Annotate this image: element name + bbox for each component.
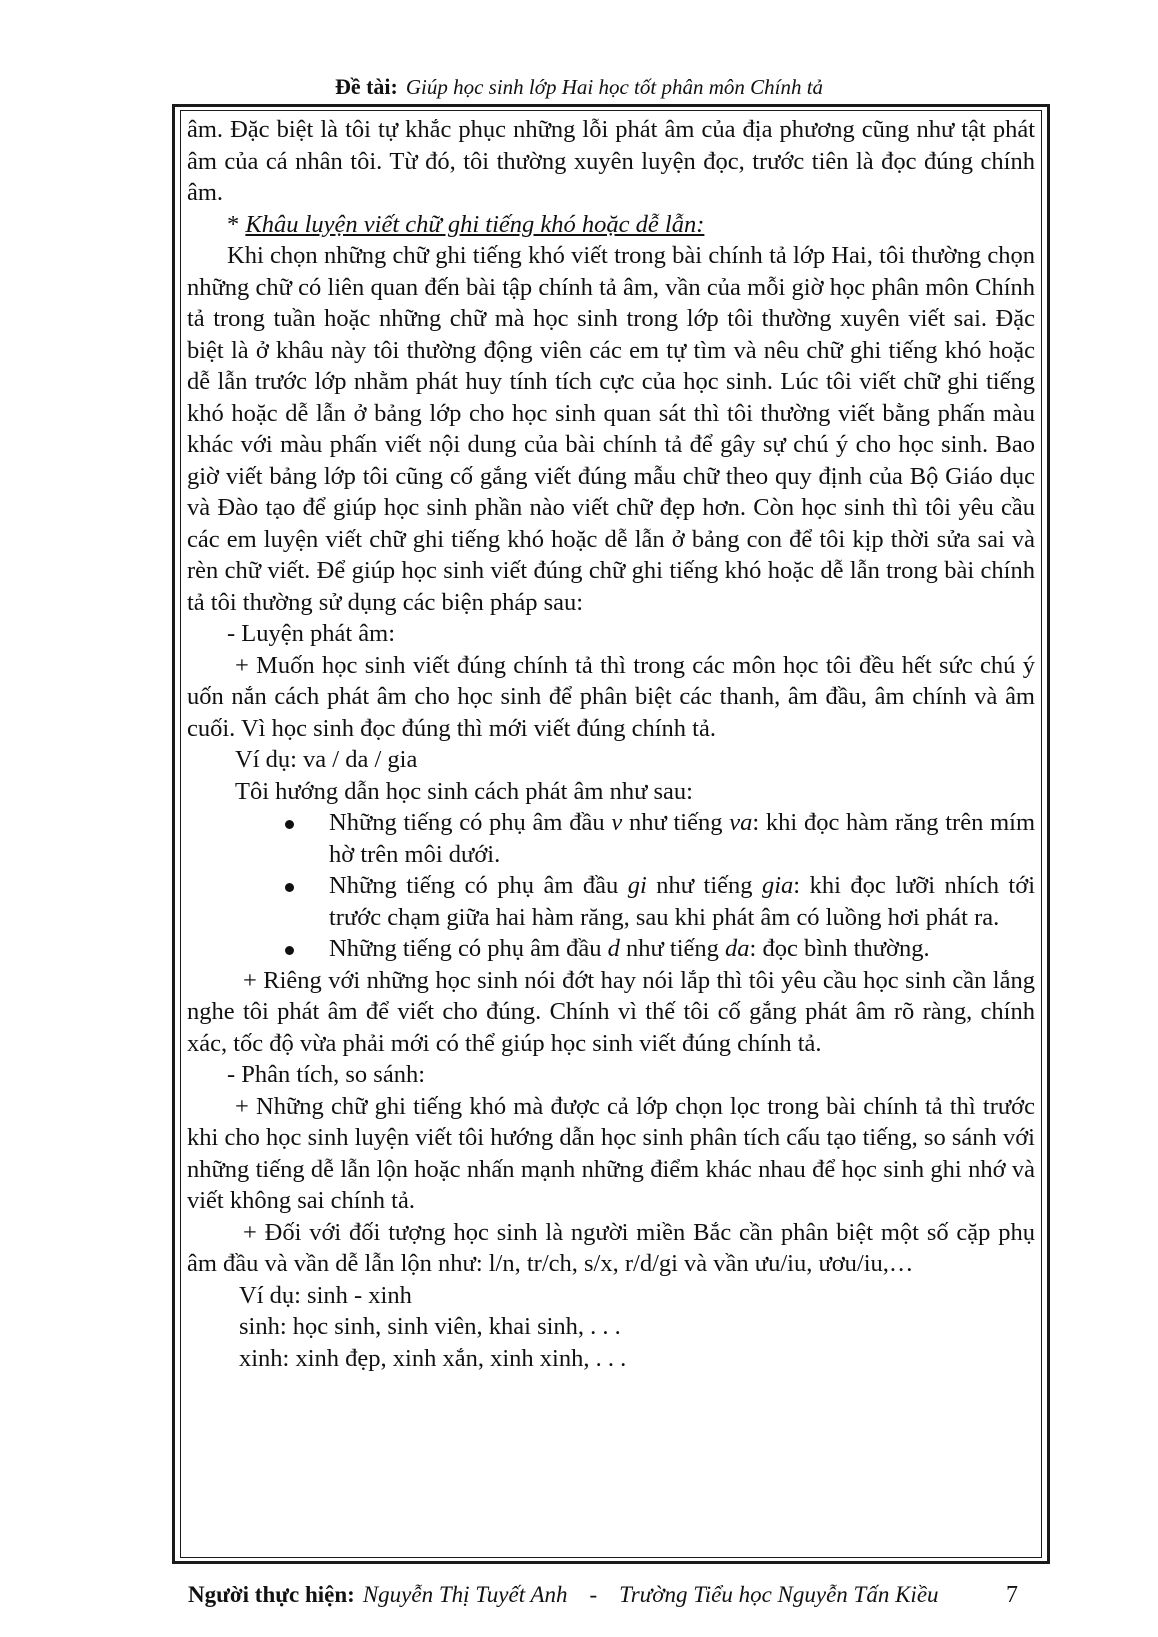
bullet-icon — [285, 883, 294, 892]
list-item: Những tiếng có phụ âm đầu gi như tiếng gia: khi đọc lưỡi nhích tới trước chạm giữa hai hàm răng, sau khi phát âm có luồng hơi phát ra. — [329, 870, 1035, 933]
bullet-icon — [285, 946, 294, 955]
example-line: Ví dụ: va / da / gia — [235, 746, 418, 773]
paragraph: + Đối với đối tượng học sinh là người miền Bắc cần phân biệt một số cặp phụ âm đầu và vần dễ lẫn lộn như: l/n, tr/ch, s/x, r/d/gi và vần ưu/iu, ươu/iu,… — [187, 1218, 1035, 1277]
bullet-icon — [285, 820, 294, 829]
header-label: Đề tài: — [334, 74, 398, 99]
header-topic: Giúp học sinh lớp Hai học tốt phân môn Chính tả — [405, 75, 824, 99]
list-item: Những tiếng có phụ âm đầu d như tiếng da: đọc bình thường. — [329, 933, 1035, 965]
heading-marker: * — [227, 210, 246, 238]
guide-line: Tôi hướng dẫn học sinh cách phát âm như sau: — [235, 777, 693, 805]
page-footer — [188, 1582, 1048, 1608]
paragraph: Khi chọn những chữ ghi tiếng khó viết trong bài chính tả lớp Hai, tôi thường chọn những chữ có liên quan đến bài tập chính tả âm, vần của mỗi giờ học phân môn Chính tả trong tuần hoặc những chữ mà học sinh trong lớp tôi thường xuyên viết sai. Đặc biệt là ở khâu này tôi thường động viên các em tự tìm và nêu chữ ghi tiếng khó hoặc dễ lẫn trước lớp nhằm phát huy tính tích cực của học sinh. Lúc tôi viết chữ ghi tiếng khó hoặc dễ lẫn ở bảng lớp cho học sinh quan sát thì tôi thường viết bằng phấn màu khác với màu phấn viết nội dung của bài chính tả để gây sự chú ý cho học sinh. Bao giờ viết bảng lớp tôi cũng cố gắng viết đúng mẫu chữ theo quy định của Bộ Giáo dục và Đào tạo để giúp học sinh phần nào viết chữ đẹp hơn. Còn học sinh thì tôi yêu cầu các em luyện viết chữ ghi tiếng khó hoặc dễ lẫn ở bảng con để tôi kịp thời sửa sai và rèn chữ viết. Để giúp học sinh viết đúng chữ ghi tiếng khó hoặc dễ lẫn trong bài chính tả tôi thường sử dụng các biện pháp sau: — [187, 242, 1035, 616]
paragraph: âm. Đặc biệt là tôi tự khắc phục những lỗi phát âm của địa phương cũng như tật phát âm của cá nhân tôi. Từ đó, tôi thường xuyên luyện đọc, trước tiên là đọc đúng chính âm. — [187, 116, 1035, 206]
example-line: sinh: học sinh, sinh viên, khai sinh, . . . — [239, 1313, 621, 1340]
section-heading — [187, 209, 1035, 241]
example-line: xinh: xinh đẹp, xinh xắn, xinh xinh, . . . — [239, 1344, 627, 1372]
bullet-list — [187, 807, 1035, 965]
paragraph: + Muốn học sinh viết đúng chính tả thì trong các môn học tôi đều hết sức chú ý uốn nắn cách phát âm cho học sinh để phân biệt các thanh, âm đầu, âm chính và âm cuối. Vì học sinh đọc đúng thì mới viết đúng chính tả. — [187, 651, 1035, 742]
footer-school: Trường Tiểu học Nguyễn Tấn Kiều — [619, 1582, 939, 1607]
document-body — [187, 114, 1035, 1374]
subsection-title: - Phân tích, so sánh: — [227, 1061, 426, 1088]
paragraph: + Những chữ ghi tiếng khó mà được cả lớp chọn lọc trong bài chính tả thì trước khi cho học sinh luyện viết tôi hướng dẫn học sinh phân tích cấu tạo tiếng, so sánh với những tiếng dễ lẫn lộn hoặc nhấn mạnh những điểm khác nhau để học sinh ghi nhớ và viết không sai chính tả. — [187, 1092, 1035, 1214]
heading-text: Khâu luyện viết chữ ghi tiếng khó hoặc dễ lẫn: — [245, 210, 705, 238]
footer-label: Người thực hiện: — [188, 1582, 355, 1607]
list-item: Những tiếng có phụ âm đầu v như tiếng va: khi đọc hàm răng trên mím hờ trên môi dưới. — [329, 807, 1035, 870]
page-number: 7 — [1006, 1582, 1018, 1608]
footer-separator: - — [589, 1582, 598, 1607]
paragraph: + Riêng với những học sinh nói đớt hay nói lắp thì tôi yêu cầu học sinh cần lắng nghe tôi phát âm để viết cho đúng. Chính vì thế tôi cố gắng phát âm rõ ràng, chính xác, tốc độ vừa phải mới có thể giúp học sinh viết đúng chính tả. — [187, 966, 1035, 1057]
subsection-title: - Luyện phát âm: — [227, 620, 396, 647]
page-header — [0, 74, 1158, 100]
footer-author: Nguyễn Thị Tuyết Anh — [362, 1582, 568, 1607]
example-line: Ví dụ: sinh - xinh — [239, 1281, 412, 1309]
